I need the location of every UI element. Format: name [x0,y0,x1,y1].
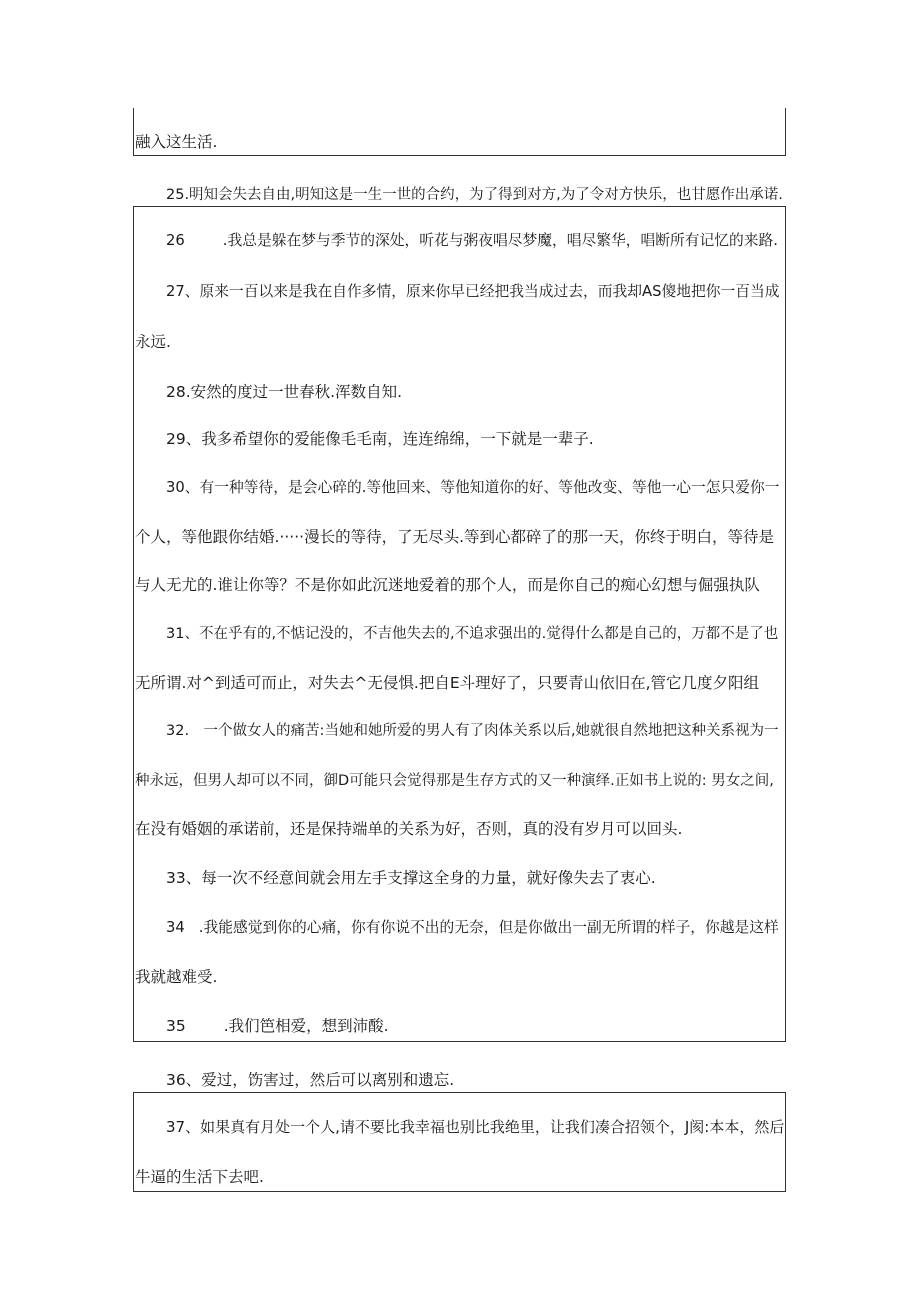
quote-32-line-1: 32. 一个做女人的痛苦:当她和她所爱的男人有了肉体关系以后,她就很自然地把这种关系视为一 [166,723,779,739]
quote-27-line-2: 永远. [135,333,171,351]
quote-26-text: .我总是躲在梦与季节的深处，听花与粥夜唱尽梦魔，唱尽繁华，唱断所有记忆的来路. [222,232,778,249]
quote-34-line-2: 我就越难受. [135,968,218,986]
quote-36: 36、爱过，饬害过，然后可以离别和遗忘. [166,1071,455,1089]
quote-33: 33、每一次不经意间就会用左手支撑这全身的力量，就好像失去了衷心. [166,869,656,887]
quote-24-tail: 融入这生活. [135,133,218,151]
quote-37-line-1: 37、如果真有月处一个人,请不要比我幸福也别比我绝里，让我们凑合招领个，J阂:本本，然后 [166,1118,785,1136]
quote-31-line-1: 31、不在乎有的,不惦记没的，不吉他失去的,不追求强出的.觉得什么都是自己的，万都不是了也 [166,626,779,642]
quote-30-line-1: 30、有一种等待，是会心碎的.等他回来、等他知道你的好、等他改变、等他一心一怎只爱你一 [166,479,780,496]
quote-35-number: 35 [166,1017,186,1035]
quote-box-1 [133,108,786,156]
quote-32-line-3: 在没有婚姻的承诺前，还是保持端单的关系为好，否则，真的没有岁月可以回头. [135,820,683,838]
quote-34-number: 34 [166,919,185,936]
quote-26 [166,231,778,251]
quote-35 [166,1016,389,1036]
quote-28: 28.安然的度过一世春秋.浑数自知. [166,383,403,401]
quote-31-line-2: 无所谓.对^到适可而止，对失去^无侵惧.把自E斗理好了，只要青山依旧在,管它几度夕阳组 [135,674,760,692]
quote-25: 25.明知会失去自由,明知这是一生一世的合约，为了得到对方,为了令对方快乐，也甘愿作出承诺. [166,187,783,203]
quote-34-text: .我能感觉到你的心痛，你有你说不出的无奈，但是你做出一副无所谓的样子，你越是这样 [198,919,779,936]
quote-26-number: 26 [166,232,185,249]
quote-27-line-1: 27、原来一百以来是我在自作多情，原来你早已经把我当成过去，而我却AS傻地把你一百当成 [166,283,780,300]
quote-37-line-2: 牛逼的生活下去吧. [135,1168,264,1186]
quote-29: 29、我多希望你的爱能像毛毛南，连连绵绵，一下就是一辈子. [166,430,594,448]
quote-30-line-2: 个人，等他跟你结婚.·····漫长的等待，了无尽头.等到心都碎了的那一天，你终于明白，等待是 [135,528,774,546]
quote-30-line-3: 与人无尤的.谁让你等？不是你如此沉迷地爱着的那个人，而是你自己的痴心幻想与倔强执队 [135,576,760,594]
quote-34-line-1 [166,918,779,938]
quote-35-text: .我们笆相爱，想到沛酸. [223,1017,389,1035]
quote-32-line-2: 种永远，但男人却可以不同，御D可能只会觉得那是生存方式的又一种演绎.正如书上说的: 男女之间, [135,773,774,789]
